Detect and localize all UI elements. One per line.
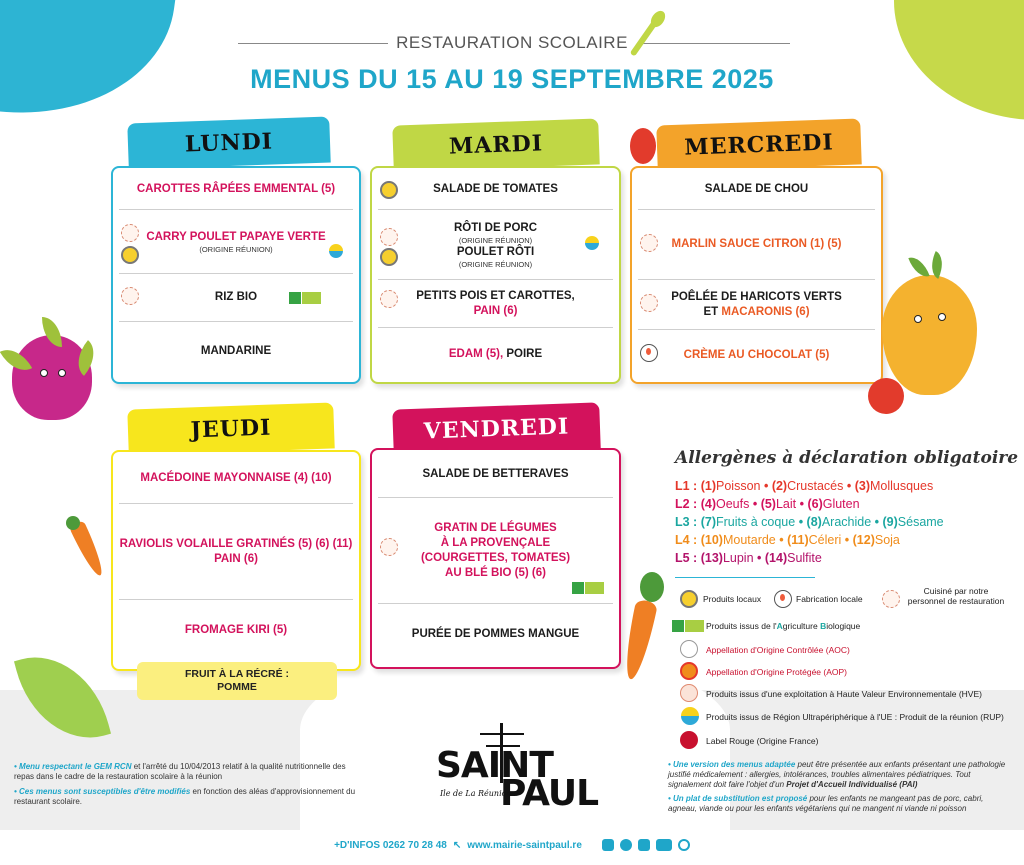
dish-name: SALADE DE TOMATES bbox=[433, 183, 558, 195]
dish-name: POÊLÉE DE HARICOTS VERTS bbox=[671, 290, 842, 303]
bio-label-icon bbox=[289, 292, 321, 304]
menu-item bbox=[119, 274, 353, 322]
notes-right: • Une version des menus adaptée peut être présentée aux enfants présentant une pathologie justifié médicalement : allergies, intolérances, troubles alimentaires pédiatriques. Tout signalement doit faire l'objet d'un Projet d'Accueil Individualisé (PAI) • Un plat de substitution est proposé pour les enfants ne mangeant pas de porc, cabri, agneau, viande ou pour les enfants végétariens qui ne mangent ni viande ni poisson bbox=[668, 760, 1006, 813]
menu-item bbox=[119, 322, 353, 380]
dish-name: CARRY POULET PAPAYE VERTE bbox=[146, 230, 326, 243]
menu-card-vendredi bbox=[370, 448, 621, 669]
allergens-title: Allergènes à déclaration obligatoire bbox=[675, 448, 1019, 468]
rup-icon bbox=[329, 244, 343, 258]
menu-item bbox=[638, 210, 875, 280]
allergen-line-l4: L4 : (10)Moutarde • (11)Céleri • (12)Soja bbox=[675, 533, 900, 547]
allergen-line-l1: L1 : (1)Poisson • (2)Crustacés • (3)Mollusques bbox=[675, 479, 934, 493]
day-tab-mercredi: MERCREDI bbox=[656, 118, 861, 171]
chef-icon bbox=[380, 538, 398, 556]
chef-icon bbox=[882, 590, 900, 608]
menu-item bbox=[119, 504, 353, 600]
dragon-fruit-character bbox=[12, 335, 92, 420]
dish-name: MANDARINE bbox=[200, 344, 272, 357]
recre-value: POMME bbox=[217, 681, 257, 693]
day-tab-lundi: LUNDI bbox=[127, 116, 330, 169]
dish-name: PAIN (6) bbox=[473, 304, 518, 317]
local-product-icon bbox=[680, 590, 698, 608]
chef-icon bbox=[380, 290, 398, 308]
logo-text-saint: SAINT bbox=[436, 745, 553, 786]
dish-name: SALADE DE BETTERAVES bbox=[422, 468, 569, 480]
dish-origin: (ORIGINE RÉUNION) bbox=[199, 244, 273, 254]
menu-item bbox=[638, 330, 875, 380]
legend-bio: Produits issus de l'Agriculture Biologique bbox=[706, 621, 861, 631]
bio-label-icon bbox=[572, 582, 604, 594]
menu-item bbox=[378, 328, 613, 380]
menu-item bbox=[378, 452, 613, 498]
tiktok-icon[interactable] bbox=[678, 839, 690, 851]
label-rouge-icon bbox=[680, 731, 698, 749]
dish-name: MACÉDOINE MAYONNAISE (4) (10) bbox=[140, 472, 332, 484]
hve-icon bbox=[680, 684, 698, 702]
menu-item bbox=[119, 600, 353, 660]
dish-name: (COURGETTES, TOMATES) bbox=[420, 551, 571, 564]
allergen-line-l3: L3 : (7)Fruits à coque • (8)Arachide • (9)Sésame bbox=[675, 515, 944, 529]
menu-item bbox=[119, 454, 353, 504]
local-fabrication-icon bbox=[774, 590, 792, 608]
dish-name: RÔTI DE PORC bbox=[453, 221, 538, 234]
dish-origin: (ORIGINE RÉUNION) bbox=[458, 259, 533, 269]
day-tab-mardi: MARDI bbox=[392, 118, 599, 171]
dish-name: SALADE DE CHOU bbox=[704, 183, 809, 195]
dish-name: ET MACARONIS (6) bbox=[703, 305, 810, 318]
menu-card-mardi bbox=[370, 166, 621, 384]
dish-name: GRATIN DE LÉGUMES bbox=[434, 521, 557, 534]
dish-name: MARLIN SAUCE CITRON (1) (5) bbox=[671, 238, 842, 250]
dish-name: À LA PROVENÇALE bbox=[440, 536, 551, 549]
menu-item bbox=[638, 170, 875, 210]
cursor-icon: ↖ bbox=[452, 839, 462, 851]
recre-label: FRUIT À LA RÉCRÉ : bbox=[184, 668, 290, 680]
dish-name: PURÉE DE POMMES MANGUE bbox=[411, 627, 580, 640]
menu-item bbox=[378, 210, 613, 280]
dish-name: PETITS POIS ET CAROTTES, bbox=[416, 289, 575, 302]
legend-aop: Appellation d'Origine Protégée (AOP) bbox=[706, 667, 848, 677]
dish-name: PAIN (6) bbox=[214, 552, 258, 565]
chef-icon bbox=[121, 287, 139, 305]
allergen-line-l2: L2 : (4)Oeufs • (5)Lait • (6)Gluten bbox=[675, 497, 860, 511]
legend-aoc: Appellation d'Origine Contrôlée (AOC) bbox=[706, 645, 850, 655]
menu-card-lundi bbox=[111, 166, 361, 384]
bio-label-icon bbox=[672, 620, 704, 632]
instagram-icon[interactable] bbox=[638, 839, 650, 851]
menu-item bbox=[378, 280, 613, 328]
menu-item bbox=[119, 210, 353, 274]
rup-icon bbox=[585, 236, 599, 250]
dish-name: RIZ BIO bbox=[214, 291, 258, 303]
menu-item bbox=[638, 280, 875, 330]
chef-icon bbox=[640, 234, 658, 252]
legend-chef: Cuisiné par notre personnel de restauration bbox=[907, 586, 1005, 606]
menu-card-jeudi bbox=[111, 450, 361, 671]
dish-name: EDAM (5), POIRE bbox=[448, 347, 543, 360]
dish-name: FROMAGE KIRI (5) bbox=[184, 623, 288, 636]
menu-card-mercredi bbox=[630, 166, 883, 384]
logo-text-paul: PAUL bbox=[500, 773, 599, 814]
youtube-icon[interactable] bbox=[656, 839, 672, 851]
linkedin-icon[interactable] bbox=[602, 839, 614, 851]
footer-phone: +D'INFOS 0262 70 28 48 bbox=[334, 839, 447, 851]
aoc-icon bbox=[680, 640, 698, 658]
menu-item bbox=[378, 604, 613, 664]
page-title: MENUS DU 15 AU 19 SEPTEMBRE 2025 bbox=[250, 64, 774, 94]
saint-paul-logo bbox=[430, 725, 600, 815]
day-tab-vendredi: VENDREDI bbox=[392, 402, 600, 455]
recre-fruit-box bbox=[137, 662, 337, 700]
local-fabrication-icon bbox=[640, 344, 658, 362]
allergens-divider bbox=[675, 577, 815, 578]
legend-rup: Produits issus de Région Ultrapériphérique à l'UE : Produit de la réunion (RUP) bbox=[706, 712, 1004, 722]
notes-left: • Menu respectant le GEM RCN et l'arrêté du 10/04/2013 relatif à la qualité nutritionnelle des repas dans le cadre de la restauration scolaire à la réunion • Ces menus sont susceptibles d'être modifiés en fonction des aléas d'approvisionnement du restaurant scolaire. bbox=[14, 762, 356, 806]
rup-icon bbox=[681, 707, 699, 725]
carrot-leaves-illustration bbox=[640, 572, 664, 602]
mango-character bbox=[882, 275, 977, 395]
menu-item bbox=[119, 170, 353, 210]
dish-name: POULET RÔTI bbox=[456, 245, 535, 258]
legend-label-rouge: Label Rouge (Origine France) bbox=[706, 736, 819, 746]
menu-item bbox=[378, 498, 613, 604]
dish-origin: (ORIGINE RÉUNION) bbox=[458, 235, 533, 245]
legend-fabrication: Fabrication locale bbox=[796, 594, 863, 604]
dish-name: AU BLÉ BIO (5) (6) bbox=[445, 566, 546, 579]
footer bbox=[0, 835, 1024, 855]
header-subtitle: RESTAURATION SCOLAIRE bbox=[0, 33, 1024, 53]
legend-hve: Produits issus d'une exploitation à Haute Valeur Environnementale (HVE) bbox=[706, 689, 982, 699]
chef-icon bbox=[121, 224, 139, 242]
chef-icon bbox=[640, 294, 658, 312]
local-product-icon bbox=[380, 181, 398, 199]
tomato-illustration bbox=[868, 378, 904, 414]
footer-website-link[interactable]: www.mairie-saintpaul.re bbox=[467, 839, 582, 851]
carrot-leaves-illustration bbox=[66, 516, 80, 530]
decorative-blob-green bbox=[894, 0, 1024, 120]
chef-icon bbox=[380, 228, 398, 246]
facebook-icon[interactable] bbox=[620, 839, 632, 851]
dish-name: CRÈME AU CHOCOLAT (5) bbox=[683, 348, 830, 361]
aop-icon bbox=[680, 662, 698, 680]
local-product-icon bbox=[121, 246, 139, 264]
menu-item bbox=[378, 170, 613, 210]
local-product-icon bbox=[380, 248, 398, 266]
day-tab-jeudi: JEUDI bbox=[127, 402, 334, 455]
logo-subtitle: Ile de La Réunion bbox=[440, 789, 512, 798]
dish-name: RAVIOLIS VOLAILLE GRATINÉS (5) (6) (11) bbox=[119, 537, 353, 550]
allergen-line-l5: L5 : (13)Lupin • (14)Sulfite bbox=[675, 551, 822, 565]
tomato-illustration bbox=[630, 128, 656, 164]
dish-name: CAROTTES RÂPÉES EMMENTAL (5) bbox=[136, 183, 336, 195]
legend-local: Produits locaux bbox=[703, 594, 762, 604]
